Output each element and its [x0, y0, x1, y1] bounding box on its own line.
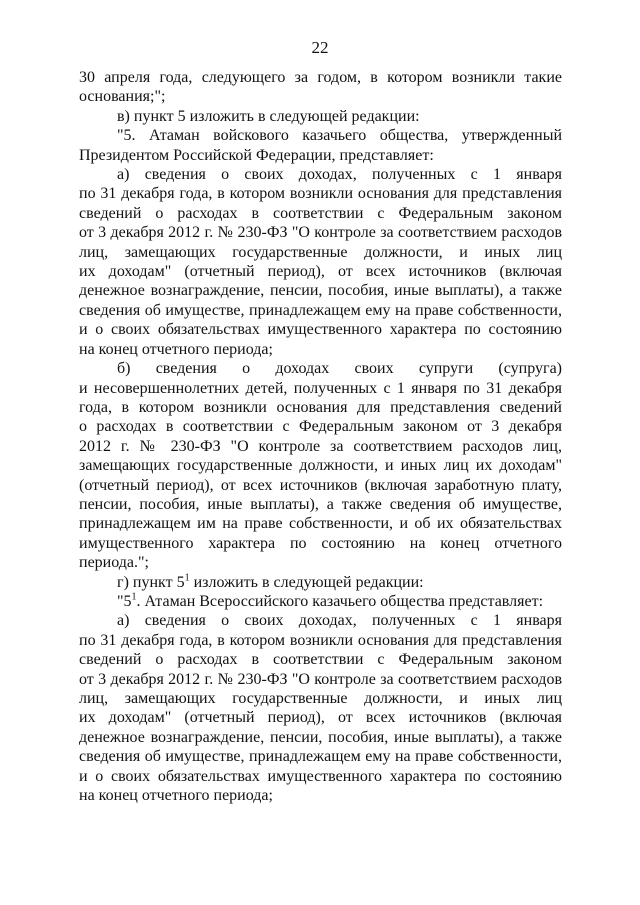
text-line: лиц, замещающих государственные должности, и иных лиц — [79, 690, 562, 707]
text-line: их доходам" (отчетный период), от всех источников (включая — [79, 263, 562, 281]
text-line: по 31 декабря года, в котором возникли основания для представления — [79, 631, 562, 649]
text-line: в) пункт 5 изложить в следующей редакции: — [117, 107, 420, 125]
text-line: от 3 декабря 2012 г. № 230-ФЗ "О контроле за соответствием расходов — [79, 670, 562, 688]
text-line: пенсии, пособия, иные выплаты), а также сведения об имуществе, — [79, 495, 562, 513]
text-fragment: изложить в следующей редакции: — [189, 573, 424, 591]
text-fragment: . Атаман Всероссийского казачьего общества представляет: — [136, 592, 544, 610]
document-body — [79, 68, 562, 805]
text-line: основания;"; — [79, 88, 166, 106]
text-line: (отчетный период), от всех источников (включая заработную плату, — [79, 476, 562, 494]
text-line: по 31 декабря года, в котором возникли основания для представления — [79, 185, 562, 203]
text-line: лиц, замещающих государственные должности, и иных лиц — [79, 243, 562, 261]
text-line: на конец отчетного периода; — [79, 787, 273, 805]
superscript: 1 — [184, 572, 190, 584]
text-line: денежное вознаграждение, пенсии, пособия, иные выплаты), а также — [79, 728, 562, 746]
text-line: их доходам" (отчетный период), от всех источников (включая — [79, 709, 562, 727]
text-line: Президентом Российской Федерации, представляет: — [79, 146, 434, 164]
text-line: принадлежащем им на праве собственности, и об их обязательствах — [79, 515, 562, 533]
text-line: сведения об имуществе, принадлежащем ему на праве собственности, — [79, 301, 562, 319]
text-line: а) сведения о своих доходах, полученных с 1 января — [117, 612, 562, 630]
text-line: сведения об имуществе, принадлежащем ему на праве собственности, — [79, 748, 562, 766]
text-line: и о своих обязательствах имущественного характера по состоянию — [79, 321, 562, 339]
text-line: сведений о расходах в соответствии с Федеральным законом — [79, 651, 562, 669]
page-number: 22 — [311, 38, 329, 57]
text-line — [79, 592, 562, 611]
text-line: 30 апреля года, следующего за годом, в котором возникли такие — [79, 69, 562, 86]
text-line: периода."; — [79, 554, 149, 572]
text-line: 2012 г. № 230-ФЗ "О контроле за соответствием расходов лиц, — [79, 437, 562, 455]
superscript: 1 — [131, 591, 137, 603]
text-fragment: "5 — [117, 592, 132, 610]
text-line: сведений о расходах в соответствии с Федеральным законом — [79, 204, 562, 222]
text-line: б) сведения о доходах своих супруги (супруга) — [117, 360, 562, 378]
text-line: имущественного характера по состоянию на конец отчетного — [79, 534, 562, 552]
text-line: а) сведения о своих доходах, полученных с 1 января — [117, 166, 562, 184]
text-line: "5. Атаман войскового казачьего общества, утвержденный — [117, 127, 562, 145]
text-line: года, в котором возникли основания для представления сведений — [79, 398, 562, 416]
text-line: и о своих обязательствах имущественного характера по состоянию — [79, 767, 562, 785]
text-line: на конец отчетного периода; — [79, 340, 273, 358]
text-line: от 3 декабря 2012 г. № 230-ФЗ "О контроле за соответствием расходов — [79, 224, 562, 242]
text-line: о расходах в соответствии с Федеральным законом от 3 декабря — [79, 418, 562, 436]
text-line: замещающих государственные должности, и иных лиц их доходам" — [79, 457, 562, 475]
text-line — [79, 573, 562, 592]
text-line: и несовершеннолетних детей, полученных с 1 января по 31 декабря — [79, 379, 562, 397]
text-line: денежное вознаграждение, пенсии, пособия, иные выплаты), а также — [79, 282, 562, 300]
text-fragment: г) пункт 5 — [117, 573, 185, 591]
